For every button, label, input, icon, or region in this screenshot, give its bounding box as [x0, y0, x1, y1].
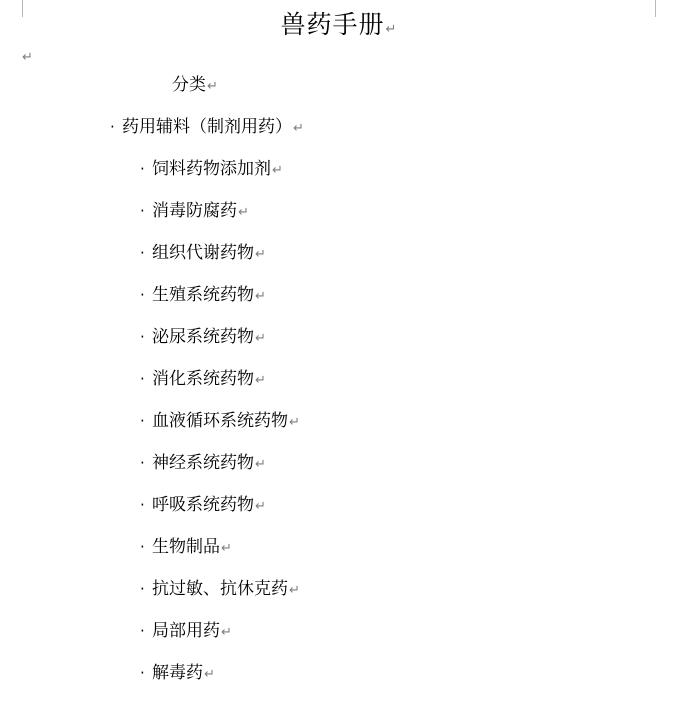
list-item-label: 生物制品: [152, 537, 220, 557]
list-item: [0, 578, 678, 620]
paragraph-mark-icon: ↵: [255, 289, 266, 304]
list-item-label: 解毒药: [152, 663, 203, 683]
bullet-icon: ·: [140, 580, 145, 598]
bullet-icon: ·: [140, 202, 145, 220]
paragraph-mark-icon: ↵: [289, 583, 300, 598]
list-item-label: 呼吸系统药物: [152, 495, 254, 515]
list-item: [0, 536, 678, 578]
list-item: [0, 662, 678, 704]
list-item-label: 神经系统药物: [152, 453, 254, 473]
paragraph-mark-icon: ↵: [221, 625, 232, 640]
paragraph-mark-icon: ↵: [255, 331, 266, 346]
page-title-text: 兽药手册: [280, 10, 385, 39]
list-item-label: 抗过敏、抗休克药: [152, 579, 288, 599]
list-item-label: 泌尿系统药物: [152, 327, 254, 347]
section-heading: [172, 72, 218, 100]
list-item-label: 消毒防腐药: [152, 201, 237, 221]
paragraph-mark-icon: ↵: [221, 541, 232, 556]
bullet-icon: ·: [140, 496, 145, 514]
list-item: [0, 452, 678, 494]
list-item: [0, 242, 678, 284]
empty-paragraph-mark-icon: ↵: [22, 50, 33, 65]
bullet-icon: ·: [140, 370, 145, 388]
list-item: [0, 410, 678, 452]
category-list: [0, 116, 678, 704]
paragraph-mark-icon: ↵: [289, 415, 300, 430]
paragraph-mark-icon: ↵: [272, 163, 283, 178]
list-item-label: 生殖系统药物: [152, 285, 254, 305]
paragraph-mark-icon: ↵: [385, 22, 398, 37]
paragraph-mark-icon: ↵: [255, 457, 266, 472]
bullet-icon: ·: [140, 328, 145, 346]
bullet-icon: ·: [140, 538, 145, 556]
paragraph-mark-icon: ↵: [207, 79, 218, 94]
bullet-icon: ·: [140, 622, 145, 640]
list-item: [0, 158, 678, 200]
list-item-label: 局部用药: [152, 621, 220, 641]
list-item: [0, 284, 678, 326]
list-item: [0, 326, 678, 368]
paragraph-mark-icon: ↵: [255, 499, 266, 514]
bullet-icon: ·: [140, 412, 145, 430]
list-item-label: 血液循环系统药物: [152, 411, 288, 431]
bullet-icon: ·: [140, 160, 145, 178]
bullet-icon: ·: [110, 118, 115, 136]
list-item-label: 组织代谢药物: [152, 243, 254, 263]
page-title: [0, 8, 678, 47]
paragraph-mark-icon: ↵: [255, 373, 266, 388]
paragraph-mark-icon: ↵: [255, 247, 266, 262]
list-item: [0, 368, 678, 410]
paragraph-mark-icon: ↵: [293, 121, 304, 136]
list-item-label: 药用辅料（制剂用药）: [122, 117, 292, 137]
bullet-icon: ·: [140, 286, 145, 304]
paragraph-mark-icon: ↵: [238, 205, 249, 220]
bullet-icon: ·: [140, 454, 145, 472]
list-item-label: 消化系统药物: [152, 369, 254, 389]
list-item: [0, 116, 678, 158]
paragraph-mark-icon: ↵: [204, 667, 215, 682]
section-heading-text: 分类: [172, 75, 206, 95]
list-item: [0, 200, 678, 242]
bullet-icon: ·: [140, 244, 145, 262]
list-item: [0, 620, 678, 662]
list-item: [0, 494, 678, 536]
bullet-icon: ·: [140, 664, 145, 682]
list-item-label: 饲料药物添加剂: [152, 159, 271, 179]
